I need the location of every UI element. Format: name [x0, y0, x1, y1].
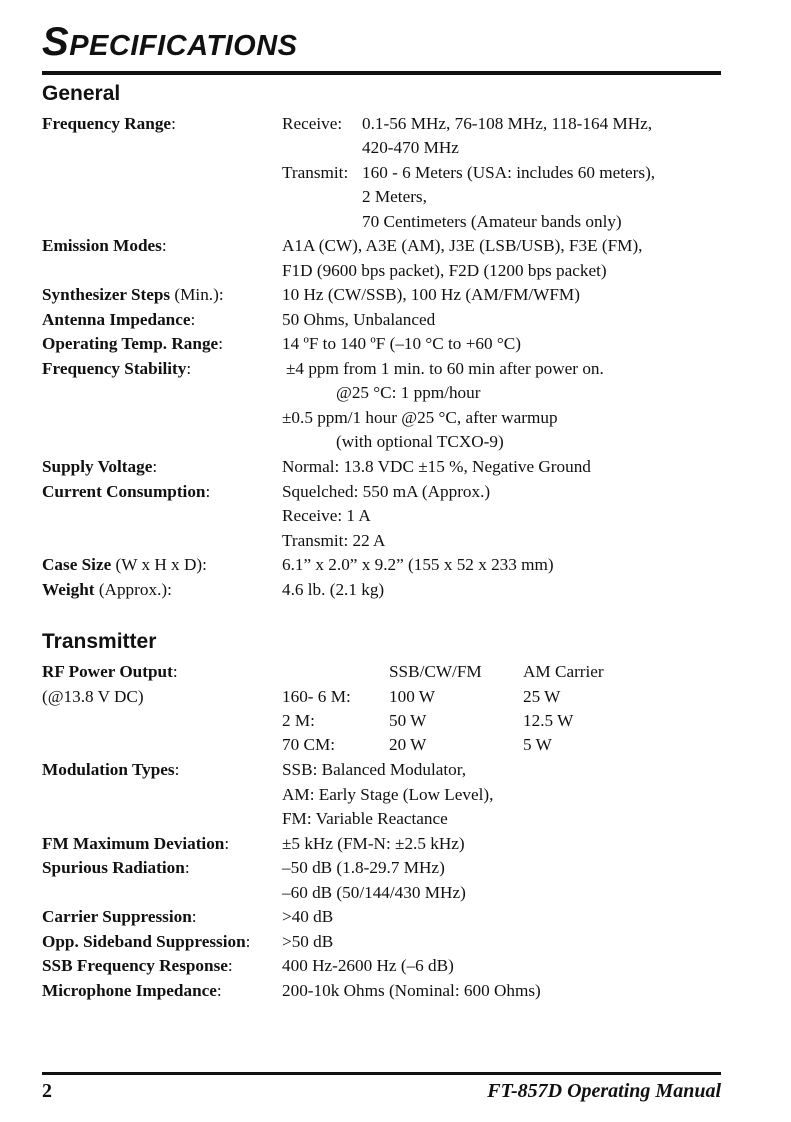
page-title-initial: S: [42, 20, 70, 64]
spec-value-modulation-2: AM: Early Stage (Low Level),: [282, 785, 494, 804]
spec-label-case-size: Case Size (W x H x D):: [42, 555, 207, 574]
spec-label-spurious-radiation: Spurious Radiation:: [42, 858, 190, 877]
spec-value-spurious-1: –50 dB (1.8-29.7 MHz): [282, 858, 445, 877]
spec-value-stability-4: (with optional TCXO-9): [336, 432, 504, 451]
spec-value-spurious-2: –60 dB (50/144/430 MHz): [282, 883, 466, 902]
page-number: 2: [42, 1080, 52, 1102]
spec-value-synthesizer-steps: 10 Hz (CW/SSB), 100 Hz (AM/FM/WFM): [282, 285, 580, 304]
spec-label-opp-sideband: Opp. Sideband Suppression:: [42, 932, 251, 951]
section-heading-general: General: [42, 82, 121, 105]
spec-value-microphone-impedance: 200-10k Ohms (Nominal: 600 Ohms): [282, 981, 541, 1000]
spec-value-case-size: 6.1” x 2.0” x 9.2” (155 x 52 x 233 mm): [282, 555, 554, 574]
spec-value-ssb-frequency-response: 400 Hz-2600 Hz (–6 dB): [282, 956, 454, 975]
footer-rule: [42, 1072, 721, 1075]
spec-value-weight: 4.6 lb. (2.1 kg): [282, 580, 385, 599]
spec-value-current-1: Squelched: 550 mA (Approx.): [282, 482, 491, 501]
spec-label-frequency-stability: Frequency Stability:: [42, 359, 192, 378]
spec-value-stability-1: ±4 ppm from 1 min. to 60 min after power on.: [286, 359, 604, 378]
spec-value-current-2: Receive: 1 A: [282, 506, 371, 525]
spec-value-fm-max-deviation: ±5 kHz (FM-N: ±2.5 kHz): [282, 834, 465, 853]
rf-power-column-am: AM Carrier: [523, 662, 604, 681]
spec-value-transmit-label: Transmit:: [282, 163, 349, 182]
spec-value-receive-1: 0.1-56 MHz, 76-108 MHz, 118-164 MHz,: [362, 114, 653, 133]
spec-value-current-3: Transmit: 22 A: [282, 531, 386, 550]
spec-value-operating-temp: 14 ºF to 140 ºF (–10 °C to +60 °C): [282, 334, 521, 353]
rf-power-row-ssb: 100 W: [389, 687, 435, 706]
rf-power-row-ssb: 50 W: [389, 711, 427, 730]
rf-power-row-am: 25 W: [523, 687, 561, 706]
spec-value-emission-1: A1A (CW), A3E (AM), J3E (LSB/USB), F3E (FM),: [282, 236, 643, 255]
spec-value-transmit-2: 2 Meters,: [362, 187, 427, 206]
spec-value-modulation-1: SSB: Balanced Modulator,: [282, 760, 467, 779]
spec-label-emission-modes: Emission Modes:: [42, 236, 167, 255]
spec-value-stability-3: ±0.5 ppm/1 hour @25 °C, after warmup: [282, 408, 558, 427]
spec-label-rf-power-output: RF Power Output:: [42, 662, 178, 681]
spec-label-current-consumption: Current Consumption:: [42, 482, 211, 501]
manual-title: FT-857D Operating Manual: [487, 1080, 721, 1102]
rf-power-row-am: 5 W: [523, 735, 552, 754]
rf-power-row-band: 160- 6 M:: [282, 687, 351, 706]
spec-label-modulation-types: Modulation Types:: [42, 760, 180, 779]
spec-value-carrier-suppression: >40 dB: [282, 907, 334, 926]
section-heading-transmitter: Transmitter: [42, 630, 157, 653]
page-title-rest: PECIFICATIONS: [69, 30, 298, 62]
spec-label-microphone-impedance: Microphone Impedance:: [42, 981, 222, 1000]
spec-value-supply-voltage: Normal: 13.8 VDC ±15 %, Negative Ground: [282, 457, 591, 476]
spec-label-weight: Weight (Approx.):: [42, 580, 172, 599]
spec-value-receive-2: 420-470 MHz: [362, 138, 459, 157]
spec-label-carrier-suppression: Carrier Suppression:: [42, 907, 197, 926]
page-title: [42, 20, 298, 65]
spec-sublabel-rf-power: (@13.8 V DC): [42, 687, 144, 706]
rf-power-column-ssb: SSB/CW/FM: [389, 662, 482, 681]
spec-value-transmit-3: 70 Centimeters (Amateur bands only): [362, 212, 622, 231]
spec-value-opp-sideband: >50 dB: [282, 932, 334, 951]
spec-label-operating-temp: Operating Temp. Range:: [42, 334, 223, 353]
spec-value-transmit-1: 160 - 6 Meters (USA: includes 60 meters),: [362, 163, 656, 182]
spec-label-fm-max-deviation: FM Maximum Deviation:: [42, 834, 230, 853]
spec-value-emission-2: F1D (9600 bps packet), F2D (1200 bps packet): [282, 261, 607, 280]
rf-power-row-ssb: 20 W: [389, 735, 427, 754]
spec-label-supply-voltage: Supply Voltage:: [42, 457, 158, 476]
spec-value-modulation-3: FM: Variable Reactance: [282, 809, 448, 828]
title-rule: [42, 71, 721, 75]
spec-value-antenna-impedance: 50 Ohms, Unbalanced: [282, 310, 436, 329]
spec-label-ssb-frequency-response: SSB Frequency Response:: [42, 956, 233, 975]
spec-label-antenna-impedance: Antenna Impedance:: [42, 310, 196, 329]
rf-power-row-band: 70 CM:: [282, 735, 336, 754]
spec-label-synthesizer-steps: Synthesizer Steps (Min.):: [42, 285, 224, 304]
spec-label-frequency-range: Frequency Range:: [42, 114, 176, 133]
spec-value-stability-2: @25 °C: 1 ppm/hour: [336, 383, 481, 402]
rf-power-row-band: 2 M:: [282, 711, 315, 730]
rf-power-row-am: 12.5 W: [523, 711, 574, 730]
spec-value-receive-label: Receive:: [282, 114, 343, 133]
